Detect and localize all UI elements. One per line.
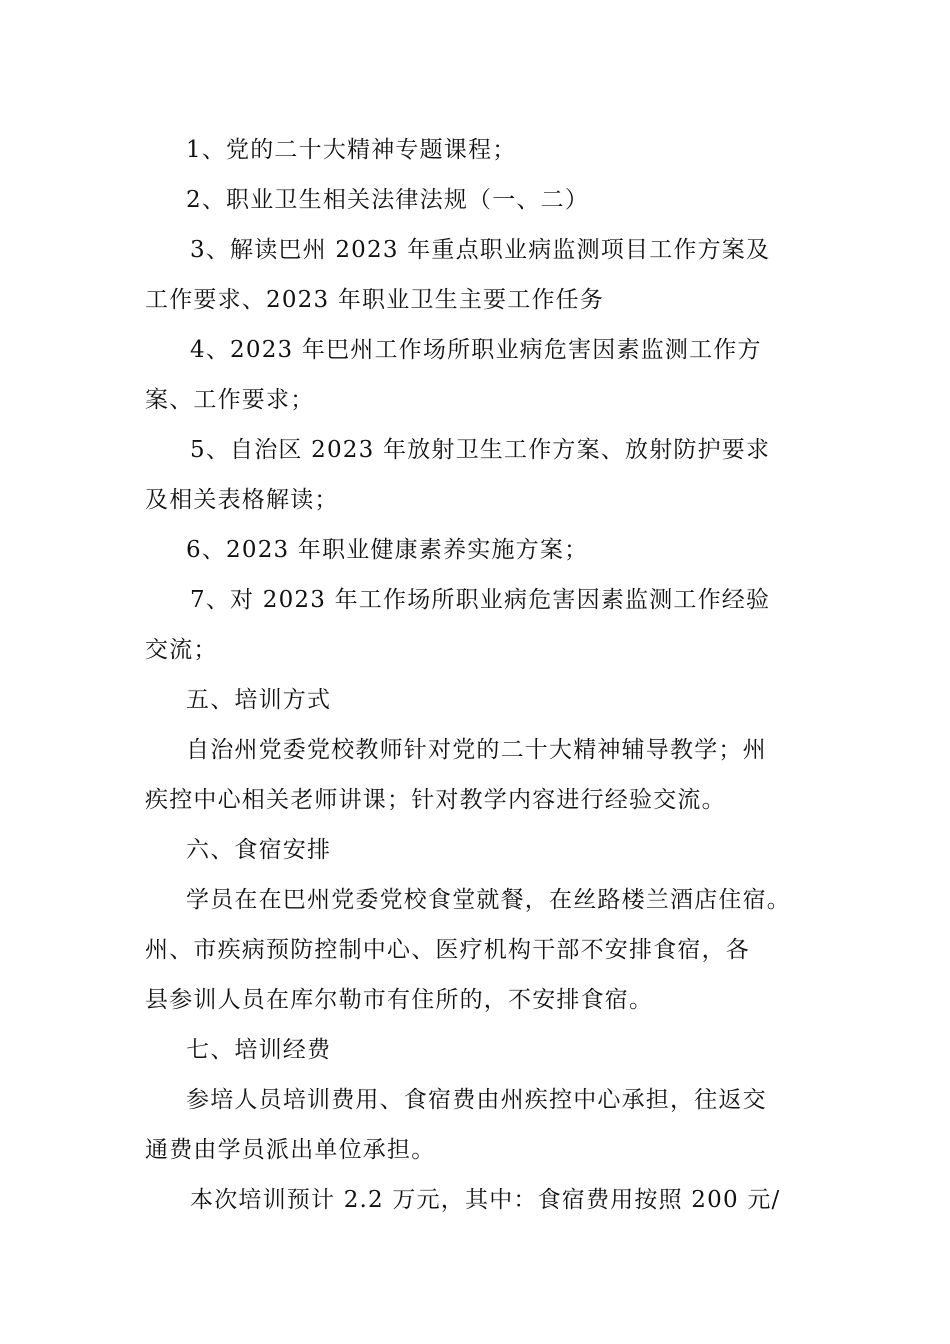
list-item-3-line-2: 工作要求、2023 年职业卫生主要工作任务 <box>145 287 605 313</box>
paragraph-training-method-line-1: 自治州党委党校教师针对党的二十大精神辅导教学；州 <box>186 737 767 763</box>
list-item-4-line-1: 4、2023 年巴州工作场所职业病危害因素监测工作方 <box>190 337 762 363</box>
paragraph-training-fees-line-2: 通费由学员派出单位承担。 <box>145 1137 436 1163</box>
paragraph-training-method-line-2: 疾控中心相关老师讲课；针对教学内容进行经验交流。 <box>145 787 726 813</box>
paragraph-training-fees-line-1: 参培人员培训费用、食宿费由州疾控中心承担，往返交 <box>186 1087 767 1113</box>
paragraph-accommodation-line-3: 县参训人员在库尔勒市有住所的，不安排食宿。 <box>145 987 654 1013</box>
list-item-5-line-1: 5、自治区 2023 年放射卫生工作方案、放射防护要求 <box>190 437 771 463</box>
section-heading-accommodation: 六、食宿安排 <box>186 837 332 863</box>
paragraph-budget-line-1: 本次培训预计 2.2 万元，其中：食宿费用按照 200 元/ <box>190 1187 781 1213</box>
list-item-6: 6、2023 年职业健康素养实施方案； <box>186 537 589 563</box>
list-item-7-line-2: 交流； <box>145 637 218 663</box>
paragraph-accommodation-line-2: 州、市疾病预防控制中心、医疗机构干部不安排食宿，各 <box>145 937 750 963</box>
list-item-1: 1、党的二十大精神专题课程； <box>186 137 517 163</box>
list-item-5-line-2: 及相关表格解读； <box>145 487 339 513</box>
list-item-7-line-1: 7、对 2023 年工作场所职业病危害因素监测工作经验 <box>190 587 771 613</box>
list-item-3-line-1: 3、解读巴州 2023 年重点职业病监测项目工作方案及 <box>190 237 771 263</box>
section-heading-training-fees: 七、培训经费 <box>186 1037 332 1063</box>
list-item-2: 2、职业卫生相关法律法规（一、二） <box>186 187 590 213</box>
paragraph-accommodation-line-1: 学员在在巴州党委党校食堂就餐，在丝路楼兰酒店住宿。 <box>186 887 791 913</box>
section-heading-training-method: 五、培训方式 <box>186 687 332 713</box>
list-item-4-line-2: 案、工作要求； <box>145 387 315 413</box>
